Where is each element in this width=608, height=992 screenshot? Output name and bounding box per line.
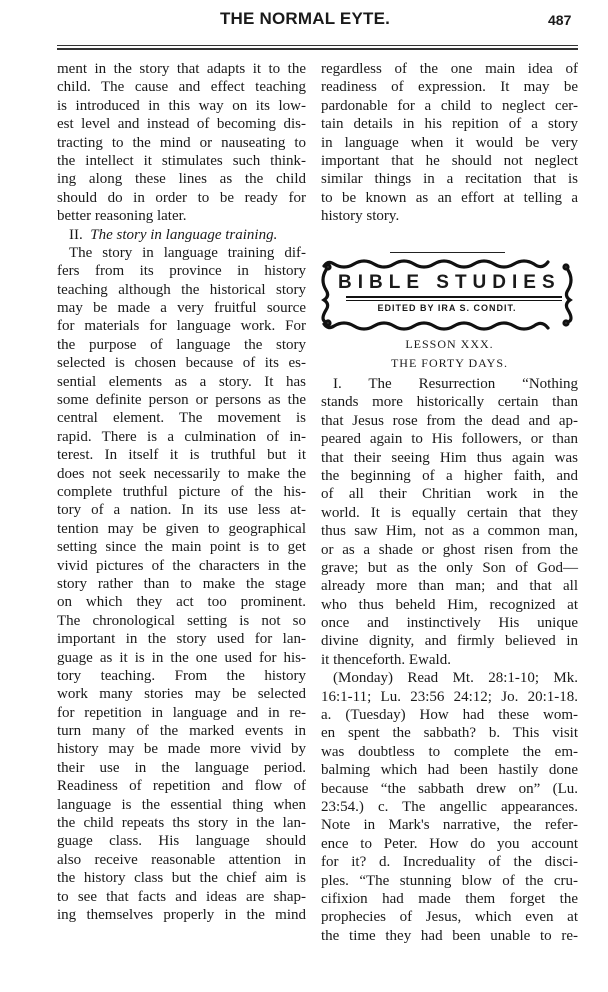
text-line: it thenceforth. Ewald. <box>321 651 451 668</box>
text-line: ples. “The stunning blow of the cru- <box>321 872 578 889</box>
text-line: vivid pictures of the characters in the <box>57 557 306 574</box>
text-line: ing themselves properly in the mind <box>57 906 306 923</box>
text-line: regardless of the one main idea of <box>321 61 578 77</box>
text-line: peared again to His followers, or than <box>321 431 578 448</box>
text-line: that their seeing Him thus again was <box>321 449 578 466</box>
left-column <box>57 60 306 924</box>
text-line: child. The cause and effect teaching <box>57 79 306 96</box>
text-line: once and instinctively His unique <box>321 615 578 632</box>
text-line: for it? d. Increduality of the disci- <box>321 854 578 871</box>
text-line: selected is chosen because of its es- <box>57 355 306 372</box>
text-line: does not seek necessarily to make the <box>57 465 306 482</box>
text-line: tain details in his repition of a story <box>321 116 578 133</box>
text-line: 16:1-11; Lu. 23:56 24:12; Jo. 20:1-18. <box>321 688 578 705</box>
lesson-number: LESSON XXX. <box>405 337 494 351</box>
text-line: was doubtless to complete the em- <box>321 743 578 760</box>
text-line: est level and instead of becoming dis- <box>57 116 306 133</box>
text-line: rapid. There is a culmination of in- <box>57 428 306 445</box>
text-line: tracting to the mind or nauseating to <box>57 134 306 151</box>
text-line: already more than man; and that all <box>321 578 578 595</box>
text-line: guage as it is in the one used for his- <box>57 649 306 666</box>
text-line: should do in order to be ready for <box>57 189 306 206</box>
text-line: some definite person or persons as the <box>57 392 306 409</box>
text-line: The story in language training dif- <box>69 244 306 261</box>
text-line: for materials for language work. For <box>57 318 306 335</box>
text-line: in language when it would be very <box>321 134 578 151</box>
text-line: balming which had been hastily done <box>321 762 578 779</box>
text-line: ence to Peter. How do you account <box>321 835 578 852</box>
text-line: 23:54.) c. The angellic appearances. <box>321 798 578 815</box>
header-rule <box>57 45 578 50</box>
text-line: grave; but as the only Son of God— <box>321 559 578 576</box>
text-line: or as a shade or ghost risen from the <box>321 541 578 558</box>
text-line: important that he should not neglect <box>321 152 578 169</box>
text-line: the purpose of language the story <box>57 336 306 353</box>
text-line: that Jesus rose from the dead and ap- <box>321 412 578 429</box>
text-line: I. The Resurrection “Nothing <box>333 376 578 392</box>
text-line: prophecies of Jesus, which even at <box>321 909 578 926</box>
text-line: (Monday) Read Mt. 28:1-10; Mk. <box>333 670 578 687</box>
editor-credit: EDITED BY IRA S. CONDIT. <box>377 303 517 313</box>
text-line: fers from its province in history <box>57 263 306 280</box>
text-line: story rather than to make the stage <box>57 575 306 592</box>
ornamental-border-icon <box>316 258 578 332</box>
section-divider <box>390 252 505 253</box>
bible-studies-title: BIBLE STUDIES <box>338 272 561 293</box>
text-line: a. (Tuesday) How had these wom- <box>321 707 578 724</box>
text-line: also receive reasonable attention in <box>57 851 306 868</box>
text-line: tention may be given to geographical <box>57 520 306 537</box>
text-line: language is the essential thing when <box>57 796 306 813</box>
text-line: terest. In itself it is truthful but it <box>57 447 306 464</box>
text-line: ing along these lines as the child <box>57 171 306 188</box>
right-column-top <box>321 60 578 226</box>
text-line: complete truthful picture of the his- <box>57 483 306 500</box>
text-line: better reasoning later. <box>57 208 187 225</box>
running-header-title: THE NORMAL EYTE. <box>219 9 391 28</box>
text-line: turn many of the marked events in <box>57 723 306 740</box>
section-numeral: II. <box>69 226 83 243</box>
text-line: pardonable for a child to neglect cer- <box>321 97 578 114</box>
text-line: en spent the sabbath? b. This visit <box>321 725 578 742</box>
title-double-rule <box>346 296 562 301</box>
text-line: tory of a nation. In its use less at- <box>57 502 306 519</box>
text-line: work many stories may be selected <box>57 686 306 703</box>
text-line: setting since the main point is to get <box>57 539 306 556</box>
text-line: history may be made more vivid by <box>57 741 306 758</box>
text-line: for repetition in language and in re- <box>57 704 306 721</box>
text-line: stands more historically certain than <box>321 394 578 411</box>
text-line: world. It is equally certain that they <box>321 504 578 521</box>
text-line: guage class. His language should <box>57 833 306 850</box>
section-heading-text: The story in language training. <box>90 226 278 243</box>
text-line: Note in Mark's narrative, the refer- <box>321 817 578 834</box>
text-line: The chronological setting is not so <box>57 612 306 629</box>
text-line: the child repeats ths story in the lan- <box>57 815 306 832</box>
text-line: the history class but the chief aim is <box>57 870 306 887</box>
text-line: the time they had been unable to re- <box>321 927 578 944</box>
lesson-title: THE FORTY DAYS. <box>390 356 509 370</box>
text-line: similar things in a recitation that is <box>321 171 578 188</box>
text-line: on which they act too prominent. <box>57 594 306 611</box>
text-line: Readiness of repetition and flow of <box>57 778 306 795</box>
text-line: cifixion had made them forget the <box>321 890 578 907</box>
text-line: ment in the story that adapts it to the <box>57 61 306 77</box>
text-line: tory teaching. From the history <box>57 667 306 684</box>
text-line: because “the sabbath drew on” (Lu. <box>321 780 578 797</box>
text-line: is introduced in this way on its low- <box>57 97 306 114</box>
text-line: the intellect it stimulates such think- <box>57 152 306 169</box>
text-line: the beginning of a higher faith, and <box>321 467 578 484</box>
text-line: important in the story used for lan- <box>57 631 306 648</box>
section-heading <box>57 226 306 244</box>
text-line: their use in the language period. <box>57 759 306 776</box>
text-line: sential elements as a story. It has <box>57 373 306 390</box>
text-line: to be known as an effort at telling a <box>321 189 578 206</box>
text-line: of all their Chritian work in the <box>321 486 578 503</box>
text-line: readiness of expression. It may be <box>321 79 578 96</box>
text-line: to see that facts and ideas are shap- <box>57 888 306 905</box>
page-number: 487 <box>548 12 572 28</box>
text-line: central element. The movement is <box>57 410 306 427</box>
text-line: divine dignity, and firmly believed in <box>321 633 578 650</box>
text-line: may be made a very fruitful source <box>57 300 306 317</box>
text-line: who thus beheld Him, recognized at <box>321 596 578 613</box>
bible-studies-banner <box>316 258 578 332</box>
text-line: history story. <box>321 208 400 225</box>
text-line: thus saw Him, not as a common man, <box>321 523 578 540</box>
right-column-bottom <box>321 375 578 945</box>
text-line: teaching although the historical story <box>57 281 306 298</box>
